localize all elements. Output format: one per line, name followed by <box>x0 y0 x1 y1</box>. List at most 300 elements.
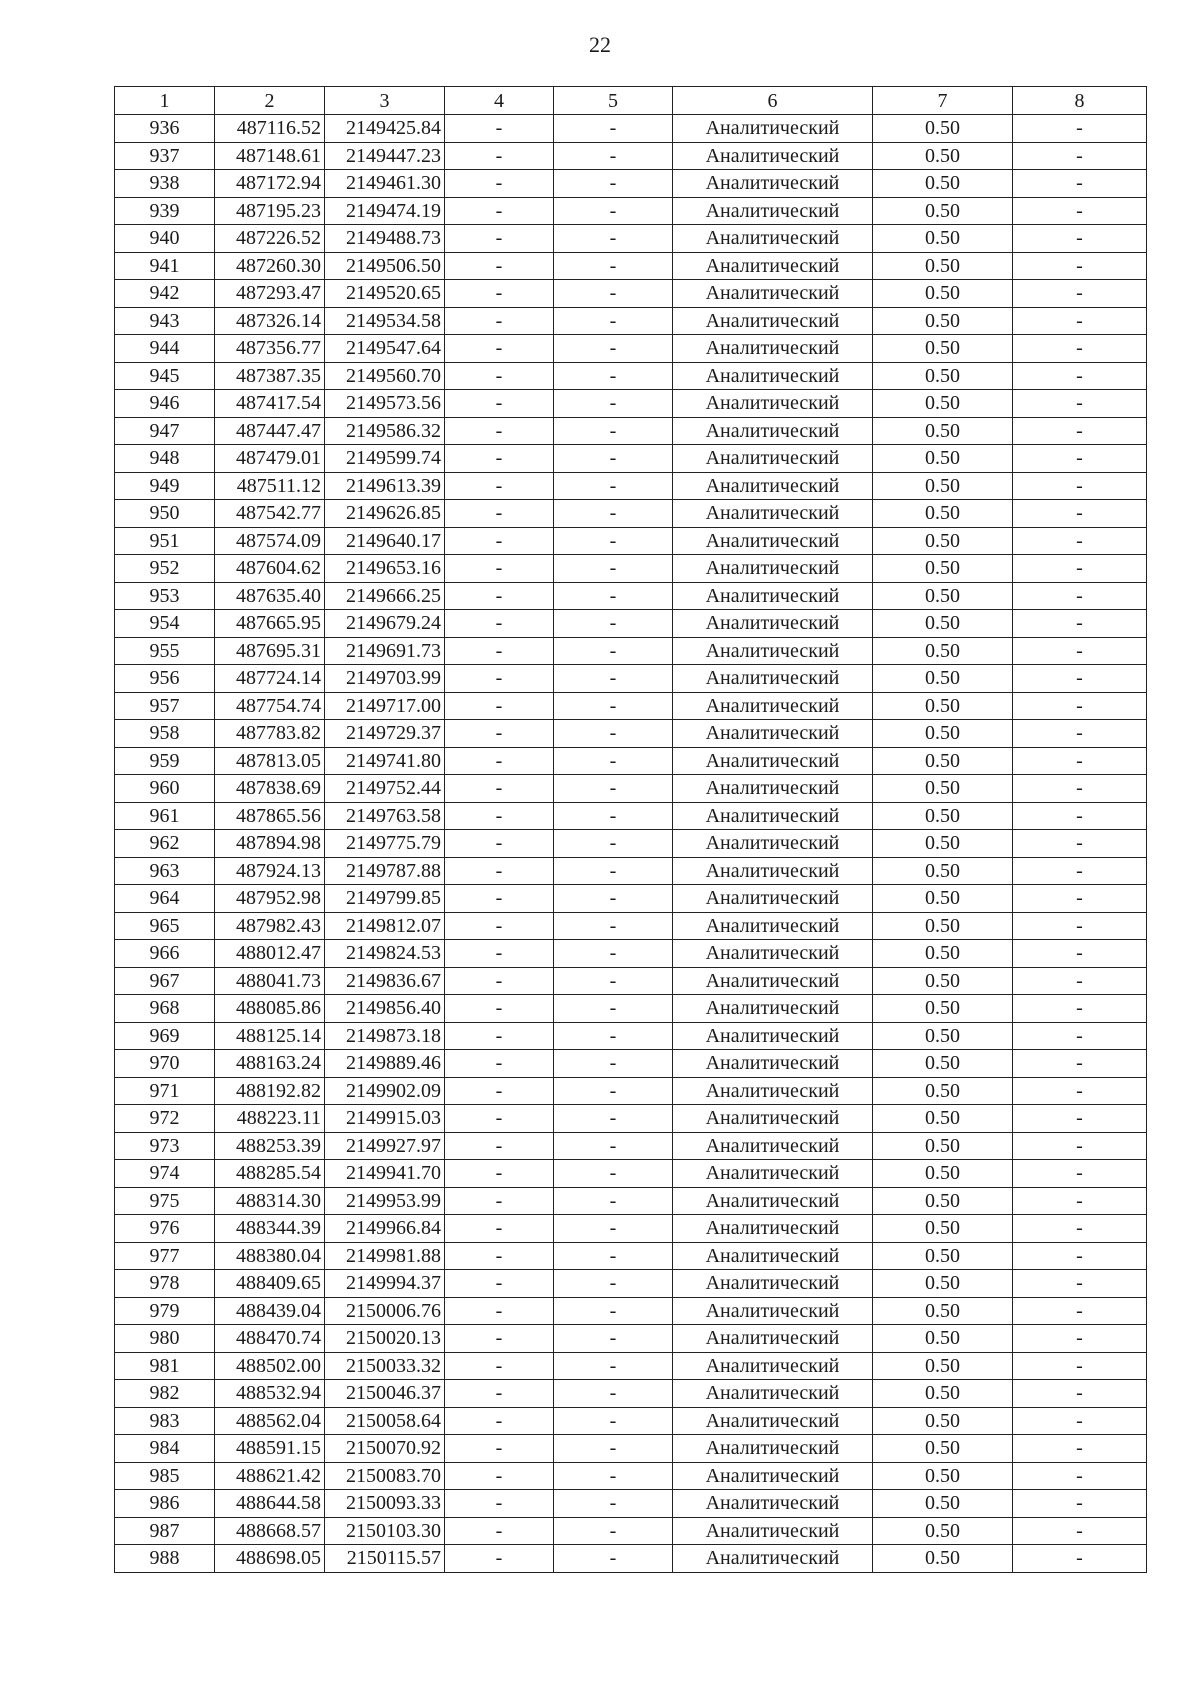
column-4-cell: - <box>445 747 554 775</box>
method-cell: Аналитический <box>673 1352 873 1380</box>
y-coordinate-cell: 2149824.53 <box>325 940 445 968</box>
column-5-cell: - <box>554 857 673 885</box>
x-coordinate-cell: 487635.40 <box>215 582 325 610</box>
x-coordinate-cell: 487838.69 <box>215 775 325 803</box>
table-row <box>115 637 1147 665</box>
table-row <box>115 362 1147 390</box>
column-4-cell: - <box>445 1050 554 1078</box>
point-number-cell: 942 <box>115 280 215 308</box>
accuracy-cell: 0.50 <box>873 142 1013 170</box>
column-4-cell: - <box>445 1105 554 1133</box>
method-cell: Аналитический <box>673 1517 873 1545</box>
column-8-cell: - <box>1013 637 1147 665</box>
method-cell: Аналитический <box>673 1077 873 1105</box>
accuracy-cell: 0.50 <box>873 665 1013 693</box>
y-coordinate-cell: 2149787.88 <box>325 857 445 885</box>
y-coordinate-cell: 2149941.70 <box>325 1160 445 1188</box>
point-number-cell: 963 <box>115 857 215 885</box>
method-cell: Аналитический <box>673 1215 873 1243</box>
column-4-cell: - <box>445 142 554 170</box>
method-cell: Аналитический <box>673 1132 873 1160</box>
column-4-cell: - <box>445 472 554 500</box>
table-row <box>115 582 1147 610</box>
column-5-cell: - <box>554 472 673 500</box>
point-number-cell: 941 <box>115 252 215 280</box>
column-8-cell: - <box>1013 142 1147 170</box>
y-coordinate-cell: 2149799.85 <box>325 885 445 913</box>
accuracy-cell: 0.50 <box>873 1270 1013 1298</box>
column-5-cell: - <box>554 1270 673 1298</box>
y-coordinate-cell: 2149902.09 <box>325 1077 445 1105</box>
y-coordinate-cell: 2149717.00 <box>325 692 445 720</box>
x-coordinate-cell: 487447.47 <box>215 417 325 445</box>
y-coordinate-cell: 2149775.79 <box>325 830 445 858</box>
column-4-cell: - <box>445 1407 554 1435</box>
column-5-cell: - <box>554 775 673 803</box>
column-8-cell: - <box>1013 692 1147 720</box>
x-coordinate-cell: 487754.74 <box>215 692 325 720</box>
point-number-cell: 969 <box>115 1022 215 1050</box>
table-row <box>115 225 1147 253</box>
table-row <box>115 665 1147 693</box>
point-number-cell: 986 <box>115 1490 215 1518</box>
accuracy-cell: 0.50 <box>873 252 1013 280</box>
method-cell: Аналитический <box>673 472 873 500</box>
table-row <box>115 1545 1147 1573</box>
column-8-cell: - <box>1013 1462 1147 1490</box>
table-row <box>115 472 1147 500</box>
accuracy-cell: 0.50 <box>873 115 1013 143</box>
x-coordinate-cell: 488502.00 <box>215 1352 325 1380</box>
column-5-cell: - <box>554 115 673 143</box>
column-8-cell: - <box>1013 115 1147 143</box>
column-header: 5 <box>554 87 673 115</box>
method-cell: Аналитический <box>673 142 873 170</box>
method-cell: Аналитический <box>673 252 873 280</box>
point-number-cell: 976 <box>115 1215 215 1243</box>
column-5-cell: - <box>554 1490 673 1518</box>
x-coordinate-cell: 487982.43 <box>215 912 325 940</box>
x-coordinate-cell: 488668.57 <box>215 1517 325 1545</box>
y-coordinate-cell: 2149506.50 <box>325 252 445 280</box>
column-8-cell: - <box>1013 1270 1147 1298</box>
column-4-cell: - <box>445 197 554 225</box>
column-5-cell: - <box>554 335 673 363</box>
method-cell: Аналитический <box>673 1242 873 1270</box>
column-4-cell: - <box>445 1270 554 1298</box>
column-4-cell: - <box>445 1160 554 1188</box>
table-row <box>115 307 1147 335</box>
x-coordinate-cell: 487604.62 <box>215 555 325 583</box>
method-cell: Аналитический <box>673 967 873 995</box>
point-number-cell: 983 <box>115 1407 215 1435</box>
column-8-cell: - <box>1013 802 1147 830</box>
x-coordinate-cell: 487542.77 <box>215 500 325 528</box>
column-4-cell: - <box>445 555 554 583</box>
y-coordinate-cell: 2149752.44 <box>325 775 445 803</box>
point-number-cell: 945 <box>115 362 215 390</box>
x-coordinate-cell: 488012.47 <box>215 940 325 968</box>
accuracy-cell: 0.50 <box>873 857 1013 885</box>
column-4-cell: - <box>445 1215 554 1243</box>
column-4-cell: - <box>445 362 554 390</box>
table-row <box>115 1050 1147 1078</box>
column-4-cell: - <box>445 390 554 418</box>
x-coordinate-cell: 488223.11 <box>215 1105 325 1133</box>
point-number-cell: 949 <box>115 472 215 500</box>
x-coordinate-cell: 488163.24 <box>215 1050 325 1078</box>
column-5-cell: - <box>554 1545 673 1573</box>
y-coordinate-cell: 2149763.58 <box>325 802 445 830</box>
column-header: 6 <box>673 87 873 115</box>
column-8-cell: - <box>1013 307 1147 335</box>
x-coordinate-cell: 487813.05 <box>215 747 325 775</box>
method-cell: Аналитический <box>673 1297 873 1325</box>
x-coordinate-cell: 487894.98 <box>215 830 325 858</box>
column-4-cell: - <box>445 170 554 198</box>
accuracy-cell: 0.50 <box>873 995 1013 1023</box>
y-coordinate-cell: 2149994.37 <box>325 1270 445 1298</box>
column-8-cell: - <box>1013 857 1147 885</box>
column-8-cell: - <box>1013 1242 1147 1270</box>
accuracy-cell: 0.50 <box>873 1132 1013 1160</box>
x-coordinate-cell: 487865.56 <box>215 802 325 830</box>
column-header: 3 <box>325 87 445 115</box>
column-8-cell: - <box>1013 1517 1147 1545</box>
accuracy-cell: 0.50 <box>873 830 1013 858</box>
accuracy-cell: 0.50 <box>873 417 1013 445</box>
table-row <box>115 170 1147 198</box>
column-8-cell: - <box>1013 1352 1147 1380</box>
point-number-cell: 952 <box>115 555 215 583</box>
table-row <box>115 610 1147 638</box>
column-8-cell: - <box>1013 940 1147 968</box>
accuracy-cell: 0.50 <box>873 1462 1013 1490</box>
column-4-cell: - <box>445 307 554 335</box>
point-number-cell: 981 <box>115 1352 215 1380</box>
accuracy-cell: 0.50 <box>873 610 1013 638</box>
table-row <box>115 115 1147 143</box>
accuracy-cell: 0.50 <box>873 775 1013 803</box>
y-coordinate-cell: 2149812.07 <box>325 912 445 940</box>
column-8-cell: - <box>1013 500 1147 528</box>
table-row <box>115 995 1147 1023</box>
column-header: 4 <box>445 87 554 115</box>
method-cell: Аналитический <box>673 417 873 445</box>
column-5-cell: - <box>554 720 673 748</box>
accuracy-cell: 0.50 <box>873 1517 1013 1545</box>
table-row <box>115 527 1147 555</box>
table-row <box>115 720 1147 748</box>
y-coordinate-cell: 2149729.37 <box>325 720 445 748</box>
accuracy-cell: 0.50 <box>873 1380 1013 1408</box>
x-coordinate-cell: 488380.04 <box>215 1242 325 1270</box>
page-number: 22 <box>589 32 611 57</box>
column-5-cell: - <box>554 1132 673 1160</box>
x-coordinate-cell: 487574.09 <box>215 527 325 555</box>
y-coordinate-cell: 2149966.84 <box>325 1215 445 1243</box>
column-8-cell: - <box>1013 1105 1147 1133</box>
accuracy-cell: 0.50 <box>873 940 1013 968</box>
column-4-cell: - <box>445 1435 554 1463</box>
accuracy-cell: 0.50 <box>873 912 1013 940</box>
table-row <box>115 252 1147 280</box>
column-4-cell: - <box>445 1187 554 1215</box>
accuracy-cell: 0.50 <box>873 445 1013 473</box>
x-coordinate-cell: 487226.52 <box>215 225 325 253</box>
column-5-cell: - <box>554 1380 673 1408</box>
column-5-cell: - <box>554 1407 673 1435</box>
x-coordinate-cell: 488085.86 <box>215 995 325 1023</box>
column-5-cell: - <box>554 1352 673 1380</box>
accuracy-cell: 0.50 <box>873 1407 1013 1435</box>
accuracy-cell: 0.50 <box>873 1105 1013 1133</box>
y-coordinate-cell: 2149573.56 <box>325 390 445 418</box>
accuracy-cell: 0.50 <box>873 472 1013 500</box>
column-5-cell: - <box>554 197 673 225</box>
column-5-cell: - <box>554 1297 673 1325</box>
column-5-cell: - <box>554 170 673 198</box>
column-4-cell: - <box>445 225 554 253</box>
point-number-cell: 953 <box>115 582 215 610</box>
coordinates-table <box>114 86 1147 1573</box>
accuracy-cell: 0.50 <box>873 1325 1013 1353</box>
method-cell: Аналитический <box>673 720 873 748</box>
table-row <box>115 500 1147 528</box>
method-cell: Аналитический <box>673 802 873 830</box>
y-coordinate-cell: 2149586.32 <box>325 417 445 445</box>
column-4-cell: - <box>445 252 554 280</box>
point-number-cell: 954 <box>115 610 215 638</box>
point-number-cell: 980 <box>115 1325 215 1353</box>
table-row <box>115 967 1147 995</box>
method-cell: Аналитический <box>673 775 873 803</box>
y-coordinate-cell: 2150093.33 <box>325 1490 445 1518</box>
column-5-cell: - <box>554 692 673 720</box>
y-coordinate-cell: 2150006.76 <box>325 1297 445 1325</box>
table-row <box>115 1242 1147 1270</box>
column-4-cell: - <box>445 417 554 445</box>
accuracy-cell: 0.50 <box>873 362 1013 390</box>
accuracy-cell: 0.50 <box>873 1077 1013 1105</box>
column-5-cell: - <box>554 362 673 390</box>
column-8-cell: - <box>1013 170 1147 198</box>
table-row <box>115 335 1147 363</box>
column-4-cell: - <box>445 720 554 748</box>
column-5-cell: - <box>554 1187 673 1215</box>
x-coordinate-cell: 488192.82 <box>215 1077 325 1105</box>
x-coordinate-cell: 488314.30 <box>215 1187 325 1215</box>
table-row <box>115 1462 1147 1490</box>
column-8-cell: - <box>1013 390 1147 418</box>
point-number-cell: 957 <box>115 692 215 720</box>
y-coordinate-cell: 2150058.64 <box>325 1407 445 1435</box>
point-number-cell: 939 <box>115 197 215 225</box>
method-cell: Аналитический <box>673 390 873 418</box>
accuracy-cell: 0.50 <box>873 1215 1013 1243</box>
y-coordinate-cell: 2149666.25 <box>325 582 445 610</box>
y-coordinate-cell: 2149653.16 <box>325 555 445 583</box>
column-4-cell: - <box>445 692 554 720</box>
accuracy-cell: 0.50 <box>873 1545 1013 1573</box>
table-row <box>115 912 1147 940</box>
y-coordinate-cell: 2150046.37 <box>325 1380 445 1408</box>
method-cell: Аналитический <box>673 1022 873 1050</box>
column-4-cell: - <box>445 1325 554 1353</box>
column-4-cell: - <box>445 637 554 665</box>
accuracy-cell: 0.50 <box>873 637 1013 665</box>
column-5-cell: - <box>554 1462 673 1490</box>
point-number-cell: 977 <box>115 1242 215 1270</box>
column-5-cell: - <box>554 307 673 335</box>
column-8-cell: - <box>1013 1407 1147 1435</box>
y-coordinate-cell: 2150083.70 <box>325 1462 445 1490</box>
column-4-cell: - <box>445 995 554 1023</box>
y-coordinate-cell: 2149613.39 <box>325 472 445 500</box>
x-coordinate-cell: 487387.35 <box>215 362 325 390</box>
column-4-cell: - <box>445 1242 554 1270</box>
point-number-cell: 947 <box>115 417 215 445</box>
y-coordinate-cell: 2149741.80 <box>325 747 445 775</box>
table-row <box>115 1105 1147 1133</box>
table-row <box>115 280 1147 308</box>
column-5-cell: - <box>554 665 673 693</box>
method-cell: Аналитический <box>673 280 873 308</box>
table-row <box>115 390 1147 418</box>
y-coordinate-cell: 2149927.97 <box>325 1132 445 1160</box>
x-coordinate-cell: 487695.31 <box>215 637 325 665</box>
y-coordinate-cell: 2149447.23 <box>325 142 445 170</box>
column-5-cell: - <box>554 940 673 968</box>
column-8-cell: - <box>1013 720 1147 748</box>
y-coordinate-cell: 2149599.74 <box>325 445 445 473</box>
table-row <box>115 197 1147 225</box>
x-coordinate-cell: 487924.13 <box>215 857 325 885</box>
column-8-cell: - <box>1013 1187 1147 1215</box>
point-number-cell: 985 <box>115 1462 215 1490</box>
column-8-cell: - <box>1013 252 1147 280</box>
x-coordinate-cell: 488439.04 <box>215 1297 325 1325</box>
y-coordinate-cell: 2149873.18 <box>325 1022 445 1050</box>
method-cell: Аналитический <box>673 1435 873 1463</box>
column-8-cell: - <box>1013 967 1147 995</box>
table-row <box>115 142 1147 170</box>
accuracy-cell: 0.50 <box>873 335 1013 363</box>
x-coordinate-cell: 487116.52 <box>215 115 325 143</box>
point-number-cell: 938 <box>115 170 215 198</box>
column-8-cell: - <box>1013 1490 1147 1518</box>
column-8-cell: - <box>1013 1380 1147 1408</box>
column-4-cell: - <box>445 967 554 995</box>
method-cell: Аналитический <box>673 1187 873 1215</box>
x-coordinate-cell: 487195.23 <box>215 197 325 225</box>
accuracy-cell: 0.50 <box>873 307 1013 335</box>
column-8-cell: - <box>1013 830 1147 858</box>
column-8-cell: - <box>1013 527 1147 555</box>
column-4-cell: - <box>445 912 554 940</box>
point-number-cell: 987 <box>115 1517 215 1545</box>
point-number-cell: 951 <box>115 527 215 555</box>
method-cell: Аналитический <box>673 335 873 363</box>
column-4-cell: - <box>445 1022 554 1050</box>
x-coordinate-cell: 487665.95 <box>215 610 325 638</box>
column-8-cell: - <box>1013 280 1147 308</box>
column-8-cell: - <box>1013 665 1147 693</box>
point-number-cell: 975 <box>115 1187 215 1215</box>
column-8-cell: - <box>1013 472 1147 500</box>
point-number-cell: 984 <box>115 1435 215 1463</box>
y-coordinate-cell: 2149953.99 <box>325 1187 445 1215</box>
method-cell: Аналитический <box>673 362 873 390</box>
point-number-cell: 955 <box>115 637 215 665</box>
y-coordinate-cell: 2149534.58 <box>325 307 445 335</box>
column-5-cell: - <box>554 967 673 995</box>
method-cell: Аналитический <box>673 665 873 693</box>
accuracy-cell: 0.50 <box>873 747 1013 775</box>
column-5-cell: - <box>554 1325 673 1353</box>
table-row <box>115 1297 1147 1325</box>
column-8-cell: - <box>1013 1215 1147 1243</box>
column-8-cell: - <box>1013 912 1147 940</box>
y-coordinate-cell: 2149488.73 <box>325 225 445 253</box>
x-coordinate-cell: 487724.14 <box>215 665 325 693</box>
accuracy-cell: 0.50 <box>873 582 1013 610</box>
y-coordinate-cell: 2149836.67 <box>325 967 445 995</box>
column-5-cell: - <box>554 830 673 858</box>
accuracy-cell: 0.50 <box>873 390 1013 418</box>
y-coordinate-cell: 2150115.57 <box>325 1545 445 1573</box>
column-5-cell: - <box>554 637 673 665</box>
accuracy-cell: 0.50 <box>873 1435 1013 1463</box>
accuracy-cell: 0.50 <box>873 802 1013 830</box>
column-5-cell: - <box>554 885 673 913</box>
column-4-cell: - <box>445 1462 554 1490</box>
point-number-cell: 967 <box>115 967 215 995</box>
column-8-cell: - <box>1013 197 1147 225</box>
accuracy-cell: 0.50 <box>873 1022 1013 1050</box>
column-5-cell: - <box>554 1435 673 1463</box>
column-5-cell: - <box>554 1022 673 1050</box>
accuracy-cell: 0.50 <box>873 885 1013 913</box>
method-cell: Аналитический <box>673 610 873 638</box>
point-number-cell: 961 <box>115 802 215 830</box>
column-8-cell: - <box>1013 362 1147 390</box>
point-number-cell: 988 <box>115 1545 215 1573</box>
column-5-cell: - <box>554 747 673 775</box>
point-number-cell: 982 <box>115 1380 215 1408</box>
column-8-cell: - <box>1013 1435 1147 1463</box>
y-coordinate-cell: 2149889.46 <box>325 1050 445 1078</box>
column-4-cell: - <box>445 445 554 473</box>
x-coordinate-cell: 487783.82 <box>215 720 325 748</box>
column-8-cell: - <box>1013 885 1147 913</box>
y-coordinate-cell: 2150070.92 <box>325 1435 445 1463</box>
method-cell: Аналитический <box>673 857 873 885</box>
column-5-cell: - <box>554 1160 673 1188</box>
x-coordinate-cell: 488125.14 <box>215 1022 325 1050</box>
point-number-cell: 944 <box>115 335 215 363</box>
column-4-cell: - <box>445 1132 554 1160</box>
method-cell: Аналитический <box>673 1105 873 1133</box>
x-coordinate-cell: 487260.30 <box>215 252 325 280</box>
table-row <box>115 1435 1147 1463</box>
column-8-cell: - <box>1013 1132 1147 1160</box>
method-cell: Аналитический <box>673 692 873 720</box>
table-row <box>115 1380 1147 1408</box>
column-5-cell: - <box>554 527 673 555</box>
column-5-cell: - <box>554 1105 673 1133</box>
column-4-cell: - <box>445 1490 554 1518</box>
